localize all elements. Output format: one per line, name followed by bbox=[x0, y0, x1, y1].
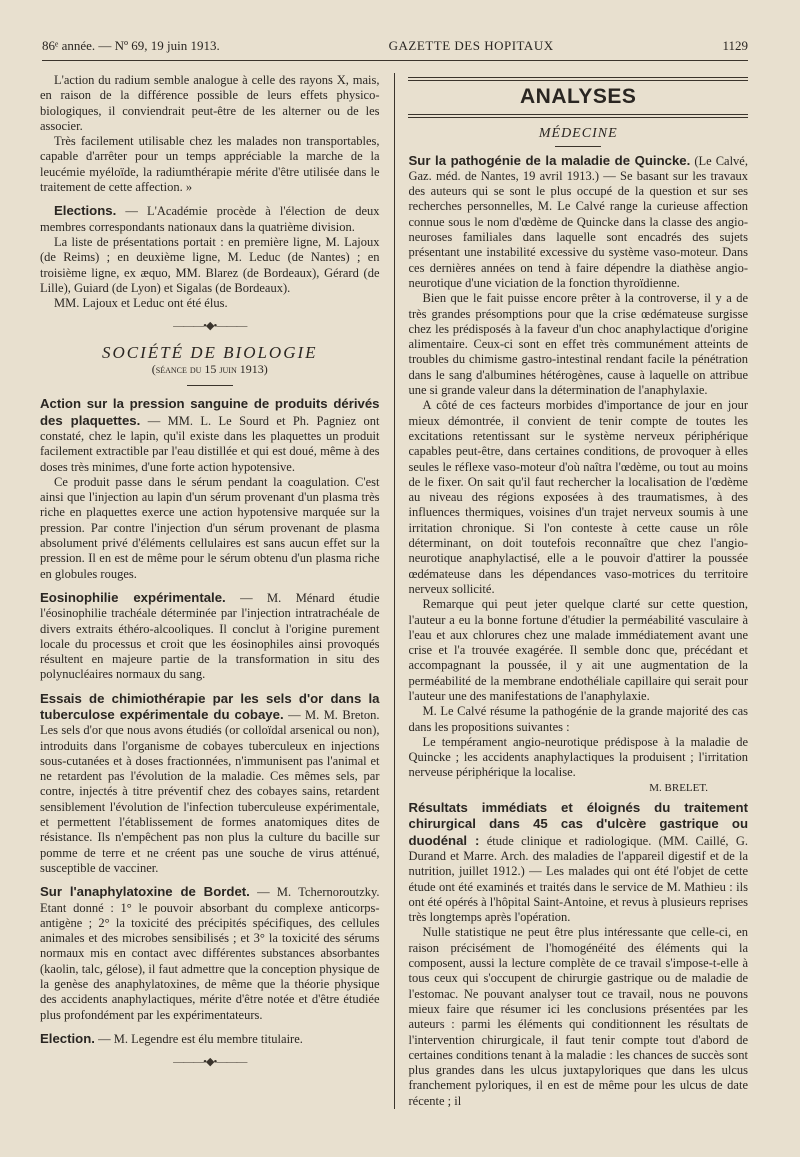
article-heading: Sur la pathogénie de la maladie de Quincke. bbox=[408, 152, 691, 168]
societe-title: SOCIÉTÉ DE BIOLOGIE bbox=[101, 342, 318, 362]
paragraph: Le tempérament angio-neurotique prédispose à la maladie de Quincke ; les accidents anaphylactiques la produisent ; l'irritation nerveuse périphérique la localise. bbox=[408, 734, 748, 780]
column-divider bbox=[394, 73, 395, 1109]
paragraph: Elections. — L'Académie procède à l'élection de deux membres correspondants nationaux dans la quatrième division. bbox=[40, 203, 380, 234]
right-column bbox=[408, 73, 748, 1109]
article-heading: Election. bbox=[40, 1030, 95, 1046]
paragraph: L'action du radium semble analogue à celle des rayons X, mais, en raison de la différence possible de leurs effets physico-biologiques, il conviendrait peut-être de les alterner ou de les associer. bbox=[40, 73, 380, 133]
ornament-divider: ———•◆•——— bbox=[173, 320, 247, 333]
article-heading: Eosinophilie expérimentale. bbox=[40, 589, 226, 605]
medecine-heading: MÉDECINE bbox=[538, 126, 618, 142]
columns bbox=[40, 73, 748, 1109]
left-column bbox=[40, 73, 380, 1109]
article-heading: Sur l'anaphylatoxine de Bordet. bbox=[40, 884, 250, 900]
societe-subtitle: (séance du 15 juin 1913) bbox=[151, 362, 268, 377]
paragraph: Sur la pathogénie de la maladie de Quincke. (Le Calvé, Gaz. méd. de Nantes, 19 avril 1913.) — Se basant sur les travaux des auteurs qui se sont le plus occupé de la question et sur ses recherches personnelles, M. Le Calvé range la curieuse affection connue sous le nom d'œdème de Quincke dans la classe des angio-neuroses familiales dans laquelle sont encadrés des sujets présentant une instabilité excessive du système vaso-moteur. Dans ces dernières années on tend à faire dépendre la diathèse angio-neurotique d'une viciation de la fonction thyroïdienne. bbox=[408, 152, 748, 290]
paragraph: Election. — M. Legendre est élu membre titulaire. bbox=[40, 1030, 303, 1046]
double-rule bbox=[408, 77, 748, 81]
page-number: 1129 bbox=[722, 38, 748, 53]
paragraph: Ce produit passe dans le sérum pendant la coagulation. C'est ainsi que l'injection au lapin d'un sérum provenant d'un plasma très riche en plaquettes exerce une action hypotensive marquée sur la pression. Par contre l'injection d'un sérum provenant de plasma absolument privé d'éléments cellulaires est sans aucun effet sur la pression. Il en est de même pour le sérum obtenu d'un plasma riche en globules rouges. bbox=[40, 474, 380, 581]
journal-title: GAZETTE DES HOPITAUX bbox=[388, 38, 554, 53]
paragraph: Eosinophilie expérimentale. — M. Ménard étudie l'éosinophilie trachéale déterminée par l'injection intratrachéale de divers extraits éthéro-alcooliques. Il conclut à l'origine purement locale du processus et croit que les éosinophiles ainsi provoqués résultent en majeure partie de la transformation in situ des polynucléaires normaux du sang. bbox=[40, 589, 380, 682]
paragraph: Bien que le fait puisse encore prêter à la controverse, il y a de très grandes présomptions pour que la crise œdémateuse surgisse chez les prédisposés à la faveur d'un choc anaphylactique d'origine alimentaire. Ceux-ci sont en effet très communément atteints de troubles du chimisme gastro-intestinal rendant facile la pénétration dans le sang d'albumines hétérogènes, cause à laquelle on attribue une si grande valeur dans la détermination de l'anaphylaxie. bbox=[408, 291, 748, 398]
article-heading: Essais de chimiothérapie par les sels d'or dans la tuberculose expérimentale du cobaye. bbox=[40, 690, 380, 722]
short-rule bbox=[555, 146, 601, 147]
section-heading: Elections. bbox=[54, 203, 117, 219]
paragraph: La liste de présentations portait : en première ligne, M. Lajoux (de Reims) ; en deuxième ligne, M. Leduc (de Nantes) ; en troisième ligne, ex æquo, MM. Blarez (de Bordeaux), Gérard (de Lille), Guiard (de Lyon) et Sigalas (de Bordeaux). bbox=[40, 234, 380, 295]
paragraph: Sur l'anaphylatoxine de Bordet. — M. Tchernoroutzky. Etant donné : 1° le pouvoir absorbant du complexe anticorps-antigène ; 2° la toxicité des précipités spécifiques, des cellules animales et des microbes sensibilisés ; et 3° la toxicité des sérums normaux mis en contact avec différentes substances absorbantes (kaolin, talc, gélose), il faut admettre que la conception physique de la genèse des anaphylatoxines, de même que la théorie physique des accidents anaphylactiques, mérite d'être notée et d'être étudiée plus profondément par les expérimentateurs. bbox=[40, 884, 380, 1022]
paragraph: A côté de ces facteurs morbides d'importance de jour en jour mieux démontrée, il convient de tenir compte de toutes les excitations retentissant sur le système nerveux périphérique capables peut-être, dans certaines conditions, de provoquer à elles seules le réflexe vaso-moteur d'où naîtra l'œdème, ou tout au moins de le fixer. On sait qu'il faut rechercher la localisation de l'œdème au niveau des régions exposées à des traumatismes, à des influences thermiques, voisines d'un trajet nerveux soumis à une irritation chronique. Si l'on conteste à cette cause un rôle déterminant, on doit toutefois reconnaître que chez l'angio-neurotique anaphylactisé, elle a le pouvoir d'attirer la poussée œdémateuse dans les dépendances vaso-motrices du territoire nerveux sollicité. bbox=[408, 398, 748, 596]
paragraph: Résultats immédiats et éloignés du traitement chirurgical dans 45 cas d'ulcère gastrique ou duodénal : étude clinique et radiologique. (MM. Caillé, G. Durand et Marre. Arch. des maladies de l'appareil digestif et de la nutrition, juillet 1912.) — Les malades qui ont été l'objet de cette étude ont été examinés et traités dans le service de M. Mathieu : ils ont été opérés à l'hôpital Saint-Antoine, et revus à plusieurs reprises très longtemps après l'opération. bbox=[408, 800, 748, 925]
issue-info: 86ᵉ année. — Nº 69, 19 juin 1913. bbox=[42, 38, 220, 53]
double-rule bbox=[408, 114, 748, 118]
paragraph: Essais de chimiothérapie par les sels d'or dans la tuberculose expérimentale du cobaye. — M. M. Breton. Les sels d'or que nous avons étudiés (or colloïdal arsenical ou non), introduits dans l'organisme de cobayes tuberculeux en injections sous-cutanées et à doses fractionnées, n'immunisent pas l'animal et ne retardent pas l'évolution de la maladie. Ces mêmes sels, par contre, injectés à titre préventif chez des cobayes sains, retardent sensiblement l'évolution de l'infection tuberculeuse expérimentale, et permettent l'établissement de formes anatomiques dites de résistance. Ils n'empêchent pas non plus la culture du bacille sur pomme de terre et ne créent pas une souche de virus atténué, susceptible de vacciner. bbox=[40, 690, 380, 875]
paragraph: Action sur la pression sanguine de produits dérivés des plaquettes. — MM. L. Le Sourd et Ph. Pagniez ont constaté, chez le lapin, qu'il existe dans les plaquettes un produit facilement extractible par l'eau distillée et qui est doué, même à des doses très minimes, d'une forte action hypotensive. bbox=[40, 396, 380, 474]
paragraph: Très facilement utilisable chez les malades non transportables, capable d'arrêter pour un temps appréciable la marche de la leucémie myéloïde, la radiumthérapie mérite d'être utilisée dans le traitement de cette affection. » bbox=[40, 134, 380, 195]
ornament-divider: ———•◆•——— bbox=[173, 1056, 247, 1069]
signature: M. BRELET. bbox=[649, 781, 708, 794]
short-rule bbox=[187, 385, 233, 386]
paragraph: MM. Lajoux et Leduc ont été élus. bbox=[54, 296, 228, 311]
paragraph: M. Le Calvé résume la pathogénie de la grande majorité des cas dans les propositions suivantes : bbox=[408, 704, 748, 734]
analyses-banner: ANALYSES bbox=[520, 85, 637, 108]
article-heading: Résultats immédiats et éloignés du traitement chirurgical dans 45 cas d'ulcère gastrique ou duodénal : bbox=[408, 800, 748, 848]
paragraph: Nulle statistique ne peut être plus intéressante que celle-ci, en raison précisément de l'homogénéité des éléments qui la composent, aussi la lecture complète de ce travail s'impose-t-elle à tous ceux qui s'occupent de chirurgie gastrique ou de maladie de l'estomac. Ne pouvant analyser tout ce travail, nous ne pouvons mieux faire que résumer ici les conclusions présentées par les auteurs : parmi les éléments qui conditionnent les résultats de l'intervention chirurgicale, il faut tenir compte tout d'abord de certaines conditions tenant à la maladie : les chances de succès sont plus grandes dans les ulcus juxtapyloriques que dans les ulcus franchement pyloriques, il en est de même pour les ulcus de date récente ; il bbox=[408, 925, 748, 1108]
running-head bbox=[42, 38, 748, 61]
article-heading: Action sur la pression sanguine de produits dérivés des plaquettes. bbox=[40, 396, 380, 428]
paragraph: Remarque qui peut jeter quelque clarté sur cette question, l'auteur a eu la bonne fortune d'étudier la perméabilité vasculaire à l'eau et aux chlorures chez une malade immédiatement avant une crise et l'a trouvée exagérée. Il semble donc que, précédant et accompagnant la poussée, il y ait une augmentation de la perméabilité de la membrane endothéliale capillaire qui serait pour l'auteur une des manifestations de l'anaphylaxie. bbox=[408, 597, 748, 703]
